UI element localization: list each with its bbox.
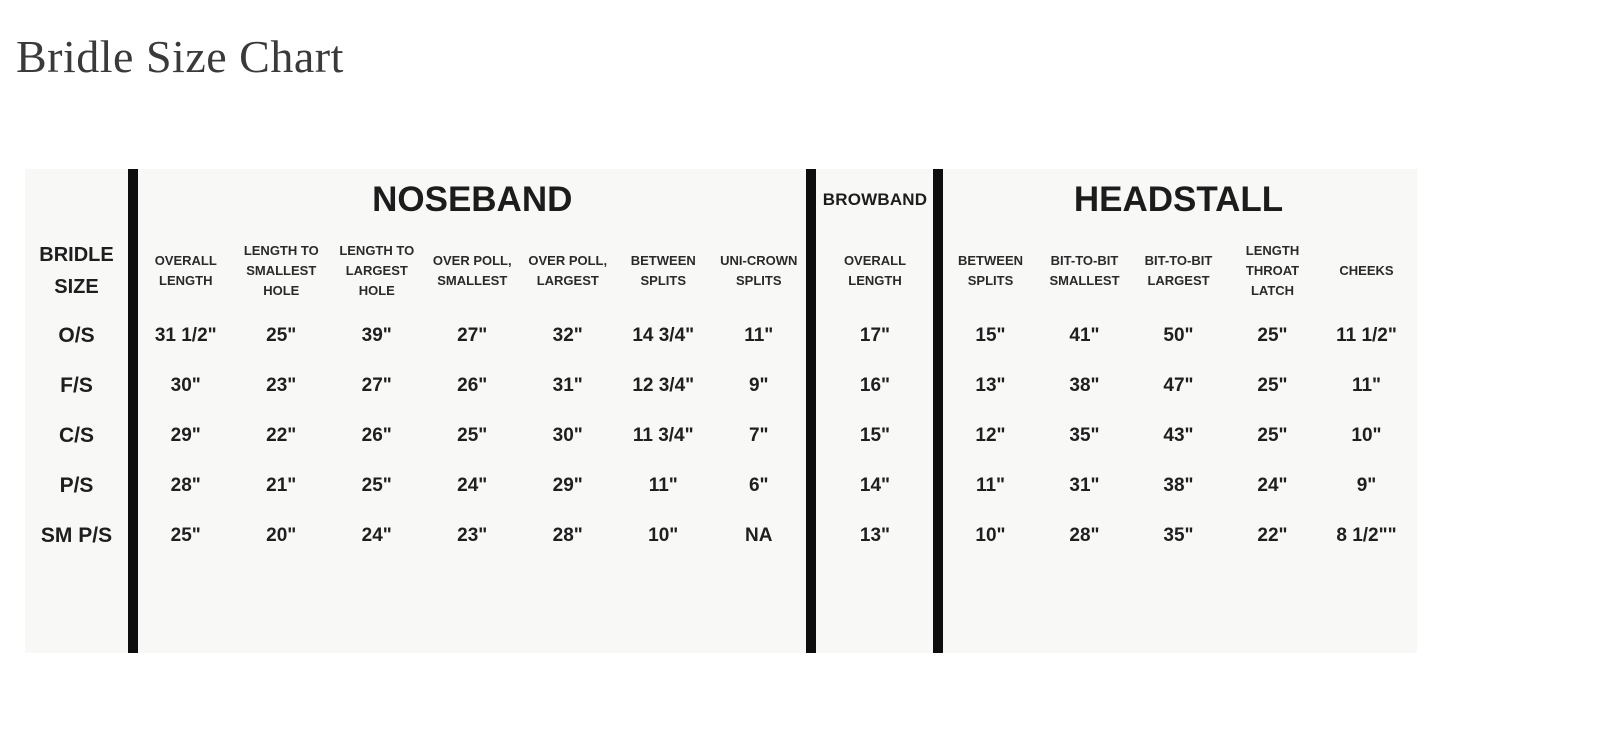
table-cell: 43" [1163,425,1194,446]
table-cell: 25" [1257,325,1288,346]
column-header: UNI-CROWN SPLITS [720,252,798,288]
table-cell: 23" [266,375,297,396]
table-cell: 23" [457,525,488,546]
section-title-headstall: HEADSTALL [1073,180,1284,219]
column-header: OVER POLL, SMALLEST [432,252,512,288]
table-cell: 30" [552,425,583,446]
table-cell: 7" [748,425,769,446]
table-cell: 31" [552,375,583,396]
table-cell: 13" [975,375,1006,396]
table-cell: 35" [1163,525,1194,546]
row-label: F/S [60,374,93,397]
table-cell: 47" [1163,375,1194,396]
table-row [25,411,1417,461]
table-cell: 11" [648,475,678,496]
row-label: O/S [58,324,95,347]
column-header: LENGTH TO SMALLEST HOLE [243,242,319,299]
table-cell: 8 1/2"" [1336,525,1397,546]
table-cell: 31" [1069,475,1100,496]
table-row [25,311,1417,361]
table-cell: 26" [457,375,488,396]
table-cell: 22" [1257,525,1288,546]
table-cell: 10" [648,525,679,546]
table-cell: 29" [170,425,201,446]
page-title: Bridle Size Chart [16,31,344,82]
table-cell: 15" [975,325,1006,346]
table-cell: 11 3/4" [632,425,694,446]
vertical-divider-bar [806,169,816,653]
table-cell: 30" [170,375,201,396]
table-cell: 24" [457,475,488,496]
table-cell: 11 1/2" [1336,325,1397,346]
column-header-row [25,231,1417,311]
table-cell: 25" [266,325,297,346]
table-cell: 14" [859,475,891,496]
table-row [25,461,1417,511]
column-header: BIT-TO-BIT SMALLEST [1049,252,1120,288]
table-cell: 15" [859,425,891,446]
size-chart-table [25,169,1417,653]
table-cell: 32" [552,325,583,346]
table-cell: 12" [975,425,1006,446]
table-cell: 35" [1069,425,1100,446]
section-title-row [25,169,1417,231]
row-label: SM P/S [40,524,113,547]
column-header: BETWEEN SPLITS [958,252,1023,288]
table-cell: 11" [1351,375,1382,396]
vertical-divider-bar [128,169,138,653]
table-row [25,511,1417,561]
table-cell: 10" [975,525,1006,546]
table-cell: 27" [361,375,392,396]
table-cell: 39" [361,325,392,346]
column-header: BIT-TO-BIT LARGEST [1144,252,1213,288]
column-header: CHEEKS [1339,262,1394,278]
table-cell: 41" [1069,325,1100,346]
row-header-bridle-size: BRIDLE SIZE [39,244,114,298]
table-cell: 16" [859,375,891,396]
table-cell: 25" [361,475,392,496]
section-title-browband: BROWBAND [822,190,928,209]
table-cell: 14 3/4" [632,325,695,346]
column-header: OVERALL LENGTH [843,252,907,288]
row-label: P/S [59,474,94,497]
row-label: C/S [58,424,94,447]
table-cell: NA [745,525,773,546]
table-cell: 6" [748,475,769,496]
column-header: LENGTH THROAT LATCH [1245,242,1300,299]
table-cell: 28" [552,525,583,546]
table-cell: 25" [1257,375,1288,396]
column-header: OVERALL LENGTH [154,252,217,288]
column-header: BETWEEN SPLITS [630,252,696,288]
table-cell: 25" [1257,425,1288,446]
table-cell: 13" [859,525,891,546]
vertical-divider-bar [933,169,943,653]
table-cell: 10" [1351,425,1382,446]
table-cell: 28" [170,475,201,496]
table-cell: 29" [552,475,583,496]
table-cell: 25" [457,425,488,446]
table-cell: 21" [266,475,297,496]
table-cell: 9" [1356,475,1377,496]
table-cell: 27" [457,325,488,346]
table-cell: 24" [1257,475,1288,496]
table-cell: 17" [859,325,891,346]
table-cell: 26" [361,425,392,446]
table-cell: 12 3/4" [632,375,695,396]
table-cell: 28" [1069,525,1100,546]
table-cell: 38" [1069,375,1100,396]
table-cell: 25" [170,525,201,546]
table-cell: 38" [1163,475,1194,496]
column-header: LENGTH TO LARGEST HOLE [339,242,415,299]
table-row [25,361,1417,411]
table-cell: 31 1/2" [154,325,217,346]
table-cell: 24" [361,525,392,546]
table-cell: 50" [1163,325,1194,346]
table-cell: 11" [975,475,1006,496]
section-title-noseband: NOSEBAND [372,180,573,219]
column-header: OVER POLL, LARGEST [528,252,608,288]
table-cell: 9" [748,375,769,396]
table-cell: 22" [266,425,297,446]
table-cell: 20" [266,525,297,546]
table-cell: 11" [744,325,774,346]
